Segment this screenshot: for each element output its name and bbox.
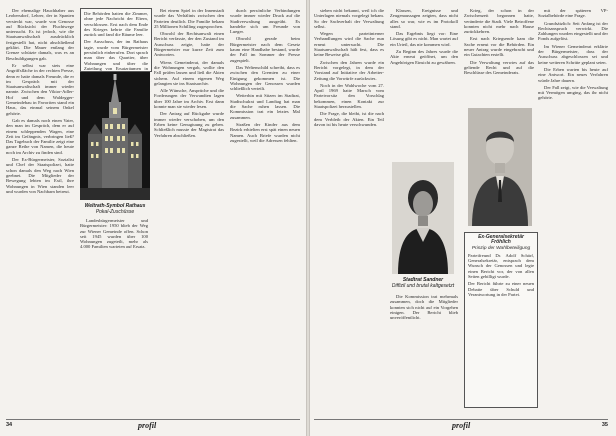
right-col4-paragraph: Grundsätzlich: Seit Anfang ist der Rechtsanspruch verwirkt. Die Zahlungen wurden eingestellt und der Fonds aufgelöst. — [538, 20, 608, 42]
right-photo-caption-sub: Diffizil und brutal kaltgesetzt — [391, 283, 455, 289]
left-column-3 — [154, 8, 224, 408]
right-col3-paragraph: Die Verwaltung verwies auf das geltende Recht und auf die Beschlüsse des Gemeinderats. — [464, 59, 534, 76]
right-col2-paragraph: Zu Beginn des Jahres wurde die Akte erneut geöffnet, um den Angehörigen Einsicht zu gewähren. — [390, 49, 458, 65]
left-info-box — [80, 8, 152, 72]
left-photo-caption — [78, 203, 152, 215]
right-col1-paragraph: Die Frage, die bleibt, ist die nach dem Verbleib der Akten. Ein Teil davon ist bis heute verschwunden. — [314, 111, 384, 127]
right-column-4 — [538, 8, 608, 408]
left-col3-paragraph: Alle Wünsche, Ansprüche und die Forderungen der Verwandten lagen über 100 Jahre im Archiv. Erst dann konnte man sie wieder lesen. — [154, 88, 224, 110]
left-col1-paragraph: Er selbst war stets eine Angriffsfläche in der rechten Presse, denn er hatte damals Freunde, die er im Gespräch mit der Staatsanwaltschaft immer wieder nannte. Zwischen den Viktor-Adler-Hof und dem Waldegger-Gemeindebau in Favoriten stand ein Haus, das einmal seinem Onkel gehörte. — [6, 62, 74, 116]
left-photo-caption-sub: Pokal-Zuschüsse — [95, 209, 135, 215]
left-col3-paragraph: Der Antrag auf Rückgabe wurde immer wieder verschoben, um den Erben keine Genugtuung zu geben. Schließlich musste der Magistrat das Verfahren abschließen. — [154, 111, 224, 138]
portrait-photo-sandner — [392, 162, 454, 274]
portrait-photo-froehlich — [468, 108, 532, 226]
portrait-illustration-2 — [468, 108, 532, 226]
left-col1-paragraph: Gab es damals noch einen Vater, den man im Gespräch, dem er auf einem schleppenden Wagen, eine Zeit im Gefängnis, verbringen ließ? Das Tagebuch der Familie zeigt eine ganze Reihe von Namen, die heute noch im Archiv zu finden sind. — [6, 117, 74, 155]
left-col3-paragraph: Obwohl der Rechtsanwalt einen Bericht verfasste, der den Zustand im Ausschuss zeigte, hatte der Bürgermeister nur kurze Zeit zum Antworten. — [154, 31, 224, 58]
left-column-4 — [230, 8, 300, 408]
page-gutter — [306, 0, 310, 436]
right-column-2 — [390, 8, 458, 158]
right-col4-paragraph: mit der späteren VP-Sozialbehörde eine Frage. — [538, 8, 608, 19]
right-col2-lower-paragraph: Die Kommission trat mehrmals zusammen, doch die Mitglieder konnten sich nicht auf ein Vorgehen einigen. Der Bericht blieb unveröffentlicht. — [390, 294, 458, 321]
right-page-number: 35 — [601, 422, 608, 428]
left-col3-paragraph: Bei einem Spiel in der Innenstadt wurde das Verhältnis zwischen den Parteien deutlich. Die Familie bekam 25 Millionen Schilling zugesprochen. — [154, 8, 224, 29]
left-col1-paragraph: Der Ex-Bürgermeister, Sozialist und Chef der Staatspolizei, hatte schon damals den Weg nach Wien geebnet. Die Mitglieder der Bewegung lebten im Exil, ihre Wohnungen in Wien standen leer und wurden von Nachbarn betreut. — [6, 157, 74, 194]
city-hall-illustration — [80, 72, 150, 200]
left-page — [4, 4, 304, 432]
right-col4-paragraph: Die Erben warten bis heute auf eine Antwort. Ein neues Verfahren würde Jahre dauern. — [538, 66, 608, 83]
right-col1-paragraph: sieben nicht bekannt, weil ich die Unterlagen niemals vorgelegt bekam. So der Sachverhalt der Verwaltung selbst. — [314, 8, 384, 29]
right-box-paragraph: Parteifreund Dr. Adolf Schärf, Generalsekretär, entsprach dem Wunsch der Genossen und legte einen Bericht vor, der von allen Seiten gebilligt wurde. — [468, 252, 534, 280]
right-box-subtitle: Prinzip der Wahlbeteiligung — [471, 245, 531, 251]
left-col4-paragraph: Weiterhin mit Sitzen im Stadtrat, Stadtschulrat und Landtag hat man die Sache ruhen lassen. Die Kommission trat ein letztes Mal zusammen. — [230, 93, 300, 120]
right-photo-caption-title: Stadtrat Sandner — [402, 277, 444, 283]
left-col4-paragraph: Obwohl gerade beim Bürgermeister nach dem Gesetz kaum eine Handhabe bestand, wurde der Fall im Sommer der Presse zugespielt. — [230, 36, 300, 63]
left-photo-caption-title: Weltrath-Symbol Rathaus — [84, 203, 146, 209]
left-box-paragraph: Der Ausschuss, der im Rathaus tagte, wurde vom Bürgermeister persönlich einberufen. Dort sprach man über das Quartier, über Wohnungen und über die Zuteilung von Ersatzräumen in — [84, 39, 148, 71]
right-column-1 — [314, 8, 384, 408]
left-footer-rule — [6, 419, 300, 420]
left-box-paragraph: Die Behörden hatten die Zimmer, ohne jede Nachricht der Eltern, verschlossen. Erst nach dem Ende des Krieges kehrte die Familie zurück und fand die Räume leer. — [84, 11, 148, 38]
left-col1-paragraph: Der ehemalige Hauchhaber aus Leobersdorf, Lehrer, der in Spanien versteckt war, wurde von Genosse auf Rücksicht der Fluchtwege untersucht. Es ist jedoch, wie die Staatsanwaltschaft ausdrücklich festgestellt hat, nicht abschließend geklärt. Die Mauer entlang der Grenze schützte damals, was es an Beschuldigungen gab. — [6, 8, 74, 61]
right-col4-paragraph: Der Fall zeigt, wie die Verwaltung mit Vermögen umging, das ihr nicht gehörte. — [538, 84, 608, 101]
right-col1-paragraph: Zwischen den Jahren wurde ein Bericht vorgelegt, in dem der Vorstand auf Initiative der Arbeiter-Zeitung die Vorwürfe zurückwies. — [314, 59, 384, 81]
left-col2-paragraph: Landesbürgermeister und Bürgermeister: 1950 blieb der Weg zur Wiener Gemeinde offen. Schon seit 1945 wurden über 100 Wohnungen zugeteilt, mehr als 4.000 Familien warteten auf Ersatz. — [80, 218, 148, 250]
left-col3-paragraph: Wiens Gemeinderat, der damals die Wohnungen vergab, wollte den Fall prüfen lassen und ließ die Akten sichern. Auf einem eigenen Weg gelangten sie ins Staatsarchiv. — [154, 59, 224, 86]
right-page — [312, 4, 612, 432]
right-publication-logo: profil — [452, 421, 471, 430]
left-col4-paragraph: durch persönliche Verbindungen wurde immer wieder Druck auf die Stadtverwaltung ausgeübt. Es handelte sich um Freunde von Lueger. — [230, 8, 300, 35]
right-photo-caption — [390, 277, 456, 289]
left-column-2 — [80, 218, 148, 406]
left-col4-paragraph: Straßen der Kinder aus dem Bezirk erhielten erst spät einen neuen Namen. Auch Briefe wurden nicht zugestellt, weil die Adressen fehlten. — [230, 121, 300, 143]
right-col2-paragraph: Das Ergebnis liegt vor: Eine Lösung gibt es nicht. Man wartet auf ein Urteil, das nie kommen wird. — [390, 31, 458, 47]
right-col1-paragraph: Wegen parteiinterner Verhandlungen wird die Sache nun erneut untersucht. Die Staatsanwaltschaft hält fest, dass es keine Beweise gibt. — [314, 31, 384, 58]
city-hall-night-photo — [80, 72, 150, 200]
right-box-paragraph: Der Bericht führte zu einer neuen Debatte über Schuld und Verantwortung in der Partei. — [468, 281, 534, 297]
portrait-illustration — [392, 162, 454, 274]
right-info-box — [464, 232, 538, 408]
right-box-title: Ex-Generalsekretär Fröhlich — [478, 234, 524, 246]
right-col1-paragraph: Noch in der Wahlwoche vom 27. April 1969 hatte Marsch vom Parteivorsitz den Vorschlag bekommen, einen Kontakt zur Staatspolizei herzustellen. — [314, 82, 384, 110]
right-col3-paragraph: Krieg, der schon in der Zwischenzeit begonnen hatte, veränderte die Stadt. Viele Betroffene konnten nicht mehr nach Hause zurückkehren. — [464, 8, 534, 35]
left-col4-paragraph: Das Weltenschild schreibt, dass es zwischen den Gremien zu einer Einigung gekommen ist. Die Wohnungen der Genossen wurden schließlich verteilt. — [230, 64, 300, 92]
left-column-1 — [6, 8, 74, 408]
left-page-number: 34 — [6, 422, 13, 428]
right-column-2-lower — [390, 294, 458, 406]
right-footer-rule — [314, 419, 608, 420]
right-col3-paragraph: Erst nach Kriegsende kam die Sache erneut vor die Behörden. Ein neuer Antrag wurde eingebracht und ein Gutachten erstellt. — [464, 36, 534, 58]
right-col4-paragraph: Im Wiener Gemeinderat erklärte der Bürgermeister, dass der Ausschuss abgeschlossen sei und keine weiteren Schritte geplant seien. — [538, 43, 608, 65]
right-col2-paragraph: Klassen, Ereignisse und Zeugenaussagen zeigten, dass nicht alles so war, wie es im Protokoll stand. — [390, 8, 458, 29]
left-publication-logo: profil — [138, 421, 157, 430]
right-column-3 — [464, 8, 534, 104]
